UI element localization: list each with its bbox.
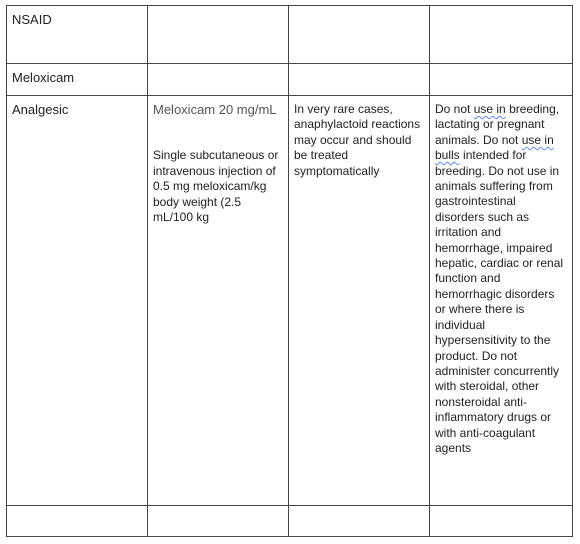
empty-cell[interactable] bbox=[148, 6, 289, 64]
side-effects-text: In very rare cases, anaphylactoid reactions may occur and should be treated symptomatically bbox=[294, 102, 421, 178]
cell-drug-name[interactable] bbox=[7, 64, 148, 96]
cell-use[interactable] bbox=[7, 96, 148, 506]
table-row bbox=[7, 64, 573, 96]
table-row bbox=[7, 506, 573, 537]
drug-name-text: Meloxicam bbox=[12, 70, 75, 85]
use-text: Analgesic bbox=[12, 102, 69, 117]
empty-cell[interactable] bbox=[430, 64, 573, 96]
empty-cell[interactable] bbox=[148, 506, 289, 537]
table-row bbox=[7, 96, 573, 506]
cell-class[interactable] bbox=[7, 6, 148, 64]
empty-cell[interactable] bbox=[430, 6, 573, 64]
contra-text-c: breeding, lactating or pregnant animals. Do not bbox=[435, 102, 560, 147]
empty-cell[interactable] bbox=[7, 506, 148, 537]
product-text: Meloxicam 20 mg/mL bbox=[153, 102, 277, 117]
empty-cell[interactable] bbox=[289, 6, 430, 64]
table-row bbox=[7, 6, 573, 64]
spellcheck-underline-2: use in bulls bbox=[435, 132, 554, 163]
dose-text: Single subcutaneous or intravenous injection of 0.5 mg meloxicam/kg body weight (2.5 mL/100 kg bbox=[153, 148, 279, 225]
drug-table bbox=[6, 5, 573, 537]
drug-class-text: NSAID bbox=[12, 12, 52, 27]
contra-text-e: intended for breeding. Do not use in animals suffering from gastrointestinal disorders such as irritation and hemorrhage, impaired hepatic, cardiac or renal function and hemorrhagic disorders or where there is individual hypersensitivity to the product. Do not administer concurrently with steroidal, other nonsteroidal anti-inflammatory drugs or with anti-coagulant agents bbox=[435, 148, 564, 455]
empty-cell[interactable] bbox=[148, 64, 289, 96]
empty-cell[interactable] bbox=[289, 506, 430, 537]
contra-text-a: Do not bbox=[435, 102, 474, 116]
cell-side-effects[interactable] bbox=[289, 96, 430, 506]
cell-contraindications[interactable] bbox=[430, 96, 573, 506]
empty-cell[interactable] bbox=[289, 64, 430, 96]
cell-dose[interactable] bbox=[148, 96, 289, 506]
empty-cell[interactable] bbox=[430, 506, 573, 537]
spellcheck-underline-1: use in bbox=[473, 102, 506, 116]
